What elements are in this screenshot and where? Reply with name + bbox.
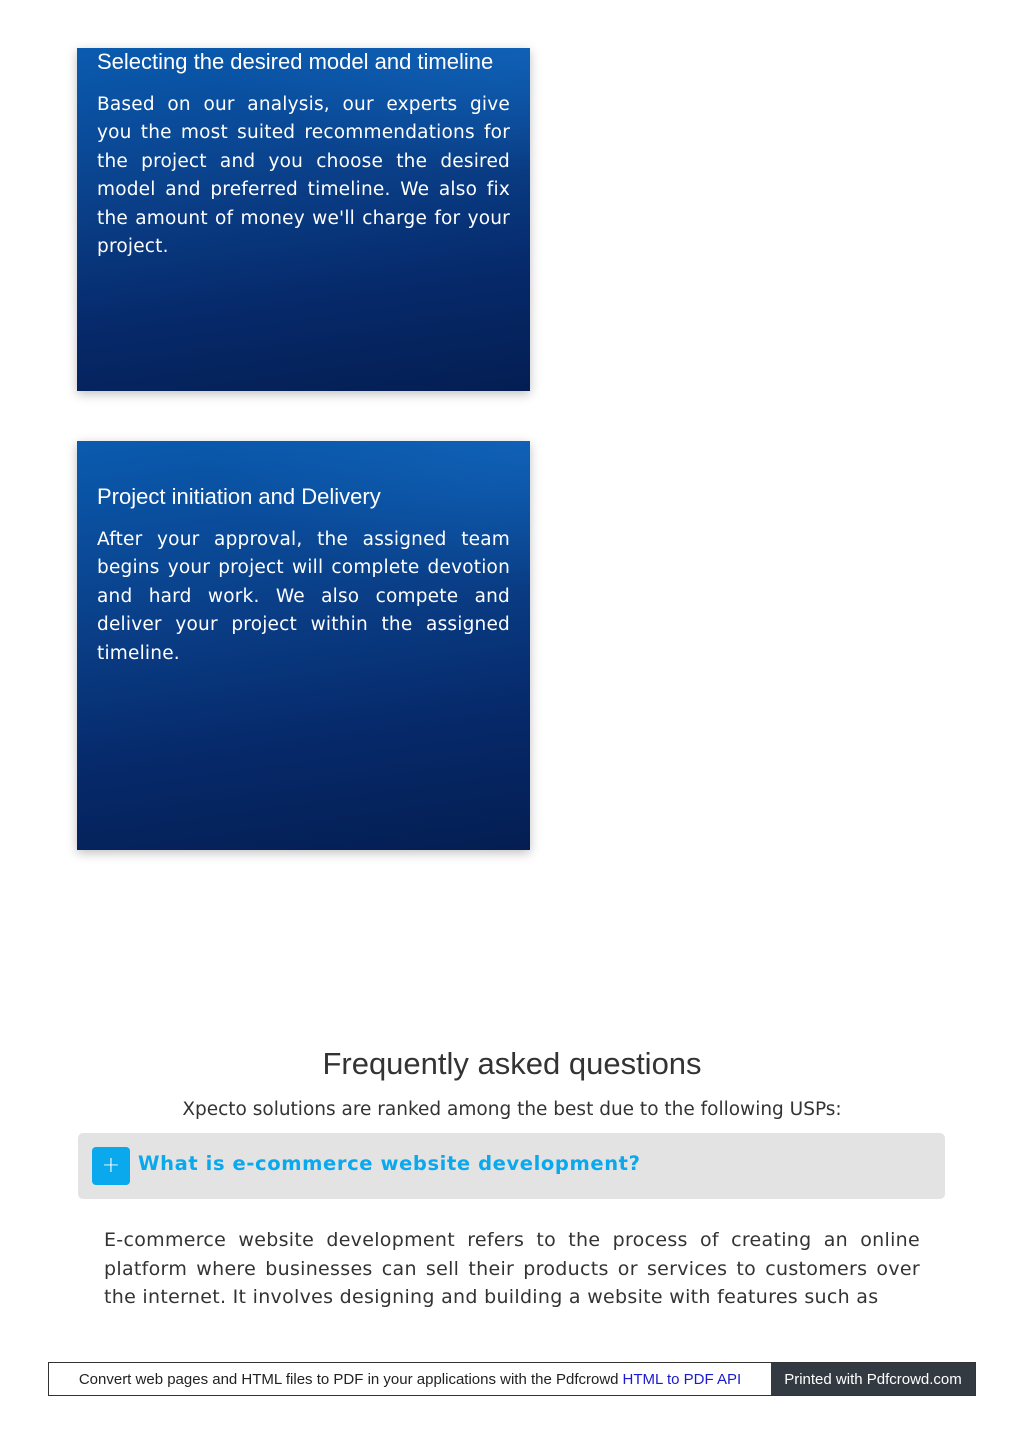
pdfcrowd-footer [48,1362,976,1396]
faq-answer: E-commerce website development refers to the process of creating an online platform where businesses can sell their products or services to customers over the internet. It involves designing and building a website with features such as [104,1229,920,1308]
html-to-pdf-link[interactable]: HTML to PDF API [622,1370,742,1388]
printed-with-label[interactable]: Printed with Pdfcrowd.com [771,1363,975,1395]
process-step-card [77,48,530,391]
faq-heading: Frequently asked questions [322,1046,702,1081]
step-description: Based on our analysis, our experts give you the most suited recommendations for the project and you choose the desired model and preferred timeline. We also fix the amount of money we'll charge for your project. [97,94,510,258]
plus-icon[interactable]: + [92,1147,130,1185]
step-description: After your approval, the assigned team begins your project will complete devotion and hard work. We also compete and deliver your project within the assigned timeline. [97,529,510,664]
footer-promo [49,1363,771,1395]
step-title: Selecting the desired model and timeline [97,49,494,74]
faq-question[interactable]: What is e-commerce website development? [138,1152,641,1175]
faq-subtitle: Xpecto solutions are ranked among the best due to the following USPs: [182,1099,842,1120]
process-step-card [77,441,530,850]
footer-text: Convert web pages and HTML files to PDF in your applications with the Pdfcrowd [78,1370,619,1388]
faq-accordion-header[interactable] [78,1133,945,1199]
step-title: Project initiation and Delivery [97,484,381,509]
